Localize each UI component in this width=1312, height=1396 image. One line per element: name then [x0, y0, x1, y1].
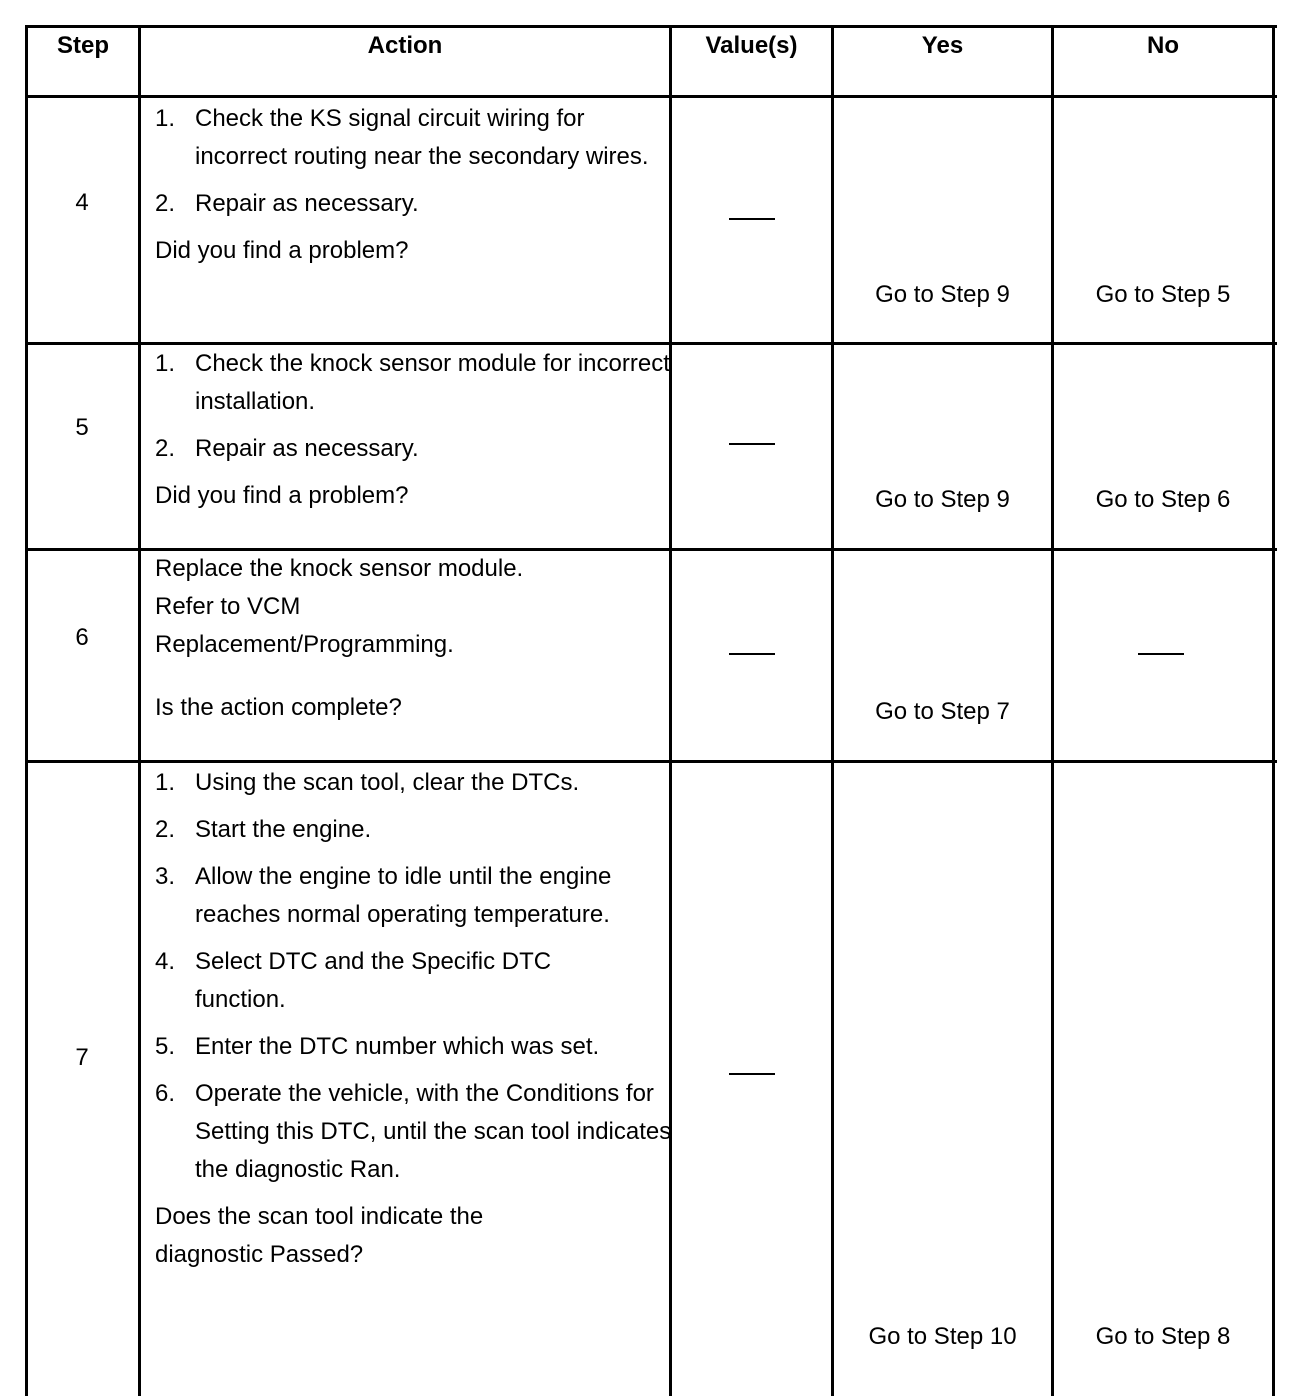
action-item: [155, 943, 675, 1019]
item-text: Select DTC and the Specific DTC function.: [195, 948, 552, 1013]
action-line: Refer to VCM: [155, 593, 301, 620]
item-number: 1.: [155, 105, 176, 132]
action-cell: [155, 550, 675, 727]
action-item: [155, 1075, 675, 1189]
item-text: Repair as necessary.: [195, 435, 419, 462]
yes-link[interactable]: Go to Step 7: [875, 698, 1010, 725]
item-text: Operate the vehicle, with the Conditions for Setting this DTC, until the scan tool indicates the diagnostic Ran.: [195, 1080, 672, 1183]
no-link[interactable]: Go to Step 5: [1095, 281, 1231, 308]
action-item: [155, 764, 675, 802]
item-text: Check the KS signal circuit wiring for incorrect routing near the secondary wires.: [195, 105, 649, 170]
action-item: [155, 1028, 675, 1066]
step-number: 6: [75, 624, 89, 651]
no-dash: [1138, 653, 1184, 655]
item-number: 3.: [155, 863, 176, 890]
header-values: Value(s): [705, 32, 798, 59]
item-text: Enter the DTC number which was set.: [195, 1033, 600, 1060]
item-number: 2.: [155, 816, 176, 843]
col-divider: [1051, 25, 1054, 1396]
action-item: [155, 185, 675, 223]
step-number: 4: [75, 189, 89, 216]
item-number: 2.: [155, 190, 176, 217]
action-question: Is the action complete?: [155, 694, 402, 721]
value-dash: [729, 443, 775, 445]
item-text: Check the knock sensor module for incorrect installation.: [195, 350, 670, 415]
no-link[interactable]: Go to Step 6: [1095, 486, 1231, 513]
action-line: Replacement/Programming.: [155, 631, 454, 658]
col-divider: [138, 25, 141, 1396]
yes-link[interactable]: Go to Step 10: [868, 1323, 1017, 1350]
value-dash: [729, 653, 775, 655]
item-number: 6.: [155, 1080, 176, 1107]
item-number: 4.: [155, 948, 176, 975]
action-item: [155, 345, 675, 421]
step-number: 7: [75, 1044, 89, 1071]
value-dash: [729, 1073, 775, 1075]
item-text: Allow the engine to idle until the engine reaches normal operating temperature.: [195, 863, 612, 928]
step-number: 5: [75, 414, 89, 441]
item-number: 2.: [155, 435, 176, 462]
table-left-border: [25, 25, 28, 1396]
table-right-border: [1272, 25, 1275, 1396]
action-item: [155, 430, 675, 468]
header-divider: [25, 95, 1277, 98]
item-text: Repair as necessary.: [195, 190, 419, 217]
action-item: [155, 811, 675, 849]
action-cell: [155, 764, 675, 1274]
header-step: Step: [56, 32, 109, 59]
action-question: Does the scan tool indicate the diagnostic Passed?: [155, 1203, 484, 1268]
yes-link[interactable]: Go to Step 9: [875, 486, 1010, 513]
item-number: 1.: [155, 350, 176, 377]
diagnostic-table: [25, 25, 1277, 1396]
header-action: Action: [367, 32, 443, 59]
item-text: Start the engine.: [195, 816, 372, 843]
value-dash: [729, 218, 775, 220]
action-item: [155, 858, 675, 934]
row-divider: [25, 760, 1277, 763]
action-line: Replace the knock sensor module.: [155, 555, 524, 582]
table-top-border: [25, 25, 1277, 28]
action-item: [155, 100, 675, 176]
yes-link[interactable]: Go to Step 9: [875, 281, 1010, 308]
action-cell: [155, 100, 675, 270]
action-cell: [155, 345, 675, 515]
item-text: Using the scan tool, clear the DTCs.: [195, 769, 580, 796]
no-link[interactable]: Go to Step 8: [1095, 1323, 1231, 1350]
item-number: 5.: [155, 1033, 176, 1060]
action-question: Did you find a problem?: [155, 237, 409, 264]
action-question: Did you find a problem?: [155, 482, 409, 509]
header-yes: Yes: [921, 32, 964, 59]
header-no: No: [1147, 32, 1179, 59]
item-number: 1.: [155, 769, 176, 796]
